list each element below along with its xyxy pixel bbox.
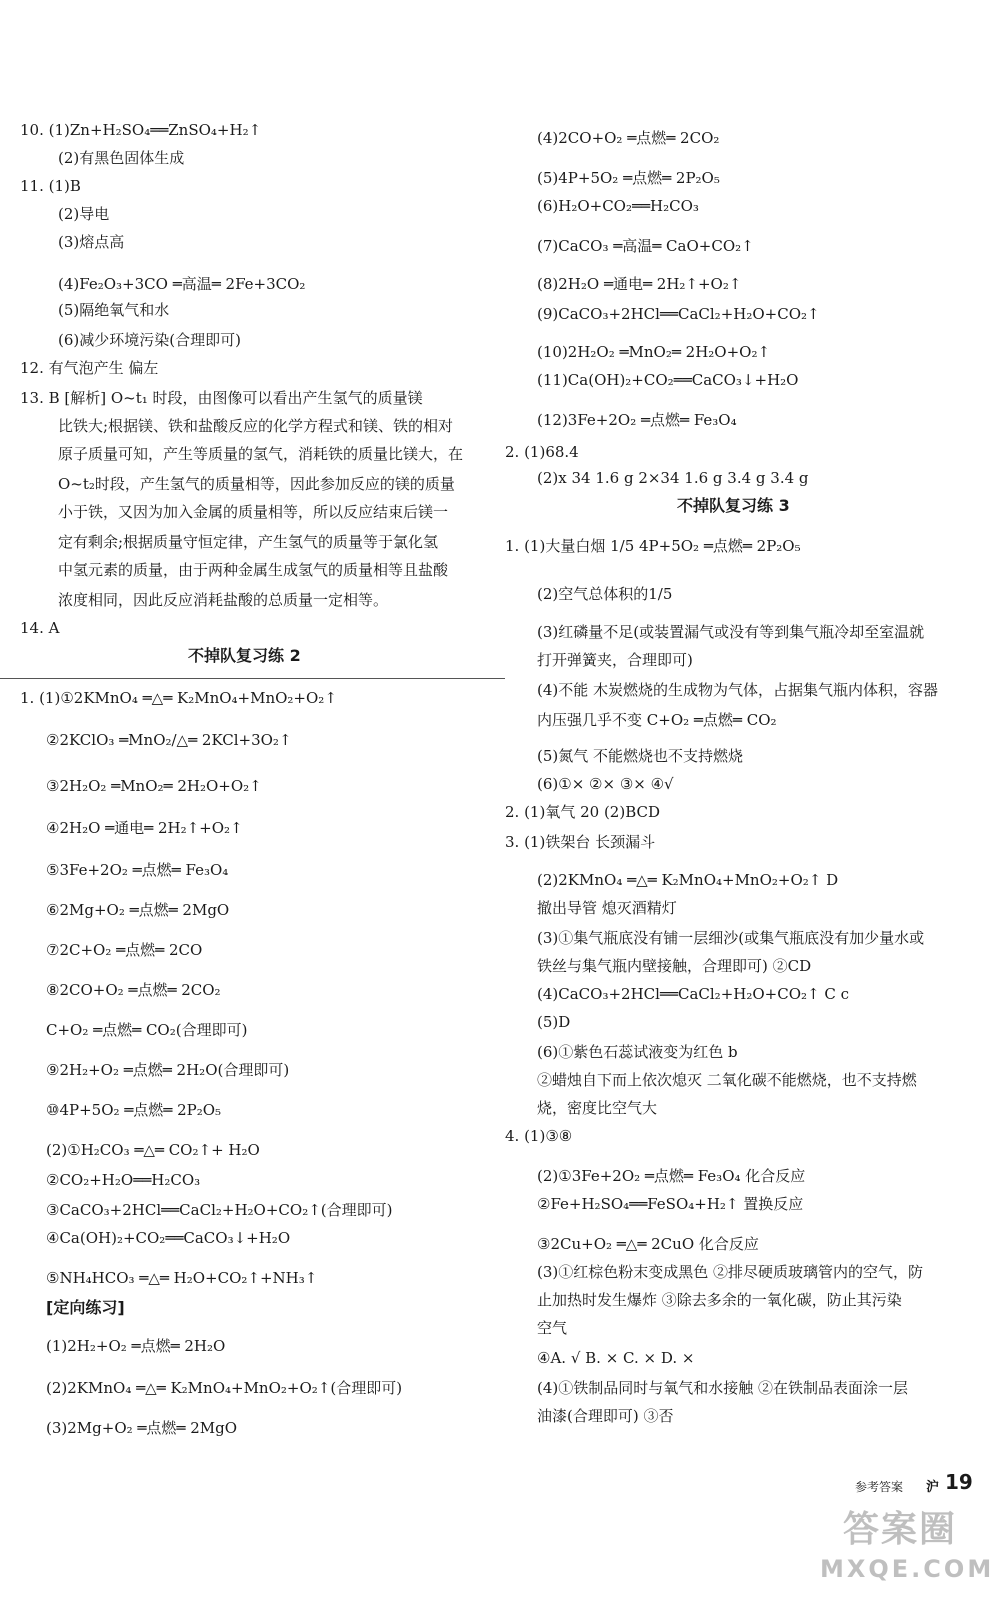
answer-line: ⑥2Mg+O₂ ═点燃═ 2MgO — [46, 901, 230, 919]
answer-line: 撤出导管 熄灭酒精灯 — [537, 899, 677, 917]
answer-line: (2)x 34 1.6 g 2×34 1.6 g 3.4 g 3.4 g — [537, 469, 809, 487]
answer-line: ⑨2H₂+O₂ ═点燃═ 2H₂O(合理即可) — [46, 1061, 290, 1079]
answer-line: ④2H₂O ═通电═ 2H₂↑+O₂↑ — [46, 819, 243, 837]
answer-line: ②2KClO₃ ═MnO₂/△═ 2KCl+3O₂↑ — [46, 731, 292, 749]
answer-line: (9)CaCO₃+2HCl══CaCl₂+H₂O+CO₂↑ — [537, 305, 820, 323]
watermark-text: 答案圈 — [842, 1509, 957, 1550]
answer-line: 打开弹簧夹，合理即可) — [537, 651, 693, 669]
answer-line: (2)①3Fe+2O₂ ═点燃═ Fe₃O₄ 化合反应 — [537, 1167, 806, 1185]
answer-line: 2. (1)68.4 — [505, 443, 579, 461]
answer-line: (2)①H₂CO₃ ═△═ CO₂↑+ H₂O — [46, 1141, 260, 1159]
answer-line: ⑤3Fe+2O₂ ═点燃═ Fe₃O₄ — [46, 861, 229, 879]
answer-line: (4)不能 木炭燃烧的生成物为气体，占据集气瓶内体积，容器 — [537, 681, 939, 699]
answer-line: (5)4P+5O₂ ═点燃═ 2P₂O₅ — [537, 169, 720, 187]
answer-line: 4. (1)③⑧ — [505, 1127, 573, 1145]
answer-line: O~t₂时段，产生氢气的质量相等，因此参加反应的镁的质量 — [58, 475, 455, 493]
answer-line: 11. (1)B — [20, 177, 81, 195]
answer-line: ⑧2CO+O₂ ═点燃═ 2CO₂ — [46, 981, 221, 999]
section-heading: [定向练习] — [46, 1298, 125, 1317]
answer-line: 内压强几乎不变 C+O₂ ═点燃═ CO₂ — [537, 711, 777, 729]
answer-line: 油漆(合理即可) ③否 — [537, 1407, 674, 1425]
answer-line: 1. (1)大量白烟 1/5 4P+5O₂ ═点燃═ 2P₂O₅ — [505, 537, 801, 555]
answer-line: 原子质量可知，产生等质量的氢气，消耗铁的质量比镁大，在 — [58, 445, 464, 463]
answer-line: (2)有黑色固体生成 — [58, 149, 185, 167]
answer-line: (2)空气总体积的1/5 — [537, 585, 673, 603]
answer-line: ③CaCO₃+2HCl══CaCl₂+H₂O+CO₂↑(合理即可) — [46, 1201, 393, 1219]
answer-line: ⑩4P+5O₂ ═点燃═ 2P₂O₅ — [46, 1101, 222, 1119]
answer-line: 中氢元素的质量，由于两种金属生成氢气的质量相等且盐酸 — [58, 561, 449, 579]
watermark-url: MXQE.COM — [820, 1555, 995, 1583]
answer-line: (10)2H₂O₂ ═MnO₂═ 2H₂O+O₂↑ — [537, 343, 771, 361]
footer-subject: 沪 — [926, 1480, 940, 1495]
answer-line: ②蜡烛自下而上依次熄灭 二氧化碳不能燃烧，也不支持燃 — [537, 1071, 917, 1089]
answer-line: (2)2KMnO₄ ═△═ K₂MnO₄+MnO₂+O₂↑(合理即可) — [46, 1379, 403, 1397]
answer-line: ②CO₂+H₂O══H₂CO₃ — [46, 1171, 201, 1189]
answer-line: 14. A — [20, 619, 60, 637]
answer-line: (2)导电 — [58, 205, 110, 223]
answer-line: 1. (1)①2KMnO₄ ═△═ K₂MnO₄+MnO₂+O₂↑ — [20, 689, 337, 707]
answer-line: (6)H₂O+CO₂══H₂CO₃ — [537, 197, 699, 215]
answer-line: 浓度相同，因此反应消耗盐酸的总质量一定相等。 — [58, 591, 389, 609]
answer-line: 12. 有气泡产生 偏左 — [20, 359, 159, 377]
answer-line: (3)2Mg+O₂ ═点燃═ 2MgO — [46, 1419, 238, 1437]
answer-line: 止加热时发生爆炸 ③除去多余的一氧化碳，防止其污染 — [537, 1291, 902, 1309]
answer-line: 空气 — [537, 1319, 568, 1337]
answer-line: (3)红磷量不足(或装置漏气或没有等到集气瓶冷却至室温就 — [537, 623, 925, 641]
answer-line: (2)2KMnO₄ ═△═ K₂MnO₄+MnO₂+O₂↑ D — [537, 871, 839, 889]
answer-line: 比铁大;根据镁、铁和盐酸反应的化学方程式和镁、铁的相对 — [58, 417, 454, 435]
answer-line: (3)①红棕色粉末变成黑色 ②排尽硬质玻璃管内的空气，防 — [537, 1263, 924, 1281]
answer-line: (3)熔点高 — [58, 233, 125, 251]
answer-line: (4)2CO+O₂ ═点燃═ 2CO₂ — [537, 129, 720, 147]
answer-line: 铁丝与集气瓶内壁接触，合理即可) ②CD — [537, 957, 812, 975]
answer-line: (5)隔绝氧气和水 — [58, 301, 170, 319]
answer-line: ④Ca(OH)₂+CO₂══CaCO₃↓+H₂O — [46, 1229, 291, 1247]
answer-line: (5)氮气 不能燃烧也不支持燃烧 — [537, 747, 744, 765]
answer-line: (1)2H₂+O₂ ═点燃═ 2H₂O — [46, 1337, 226, 1355]
answer-line: 2. (1)氧气 20 (2)BCD — [505, 803, 661, 821]
answer-line: 13. B [解析] O~t₁ 时段，由图像可以看出产生氢气的质量镁 — [20, 389, 423, 407]
answer-line: 定有剩余;根据质量守恒定律，产生氢气的质量等于氯化氢 — [58, 533, 439, 551]
answer-line: (6)减少环境污染(合理即可) — [58, 331, 241, 349]
answer-line: ③2Cu+O₂ ═△═ 2CuO 化合反应 — [537, 1235, 759, 1253]
answer-line: (11)Ca(OH)₂+CO₂══CaCO₃↓+H₂O — [537, 371, 799, 389]
watermark — [820, 1508, 995, 1598]
answer-line: (6)①紫色石蕊试液变为红色 b — [537, 1043, 738, 1061]
answer-line: (7)CaCO₃ ═高温═ CaO+CO₂↑ — [537, 237, 754, 255]
section-heading: 不掉队复习练 3 — [677, 496, 790, 515]
answer-line: (6)①× ②× ③× ④√ — [537, 775, 674, 793]
answer-line: 10. (1)Zn+H₂SO₄══ZnSO₄+H₂↑ — [20, 121, 262, 139]
answer-line: (4)CaCO₃+2HCl══CaCl₂+H₂O+CO₂↑ C c — [537, 985, 849, 1003]
answer-line: (5)D — [537, 1013, 571, 1031]
answer-line: C+O₂ ═点燃═ CO₂(合理即可) — [46, 1021, 248, 1039]
answer-line: (4)①铁制品同时与氧气和水接触 ②在铁制品表面涂一层 — [537, 1379, 909, 1397]
answer-line: ②Fe+H₂SO₄══FeSO₄+H₂↑ 置换反应 — [537, 1195, 804, 1213]
section-divider — [0, 678, 505, 679]
answer-line: (3)①集气瓶底没有铺一层细沙(或集气瓶底没有加少量水或 — [537, 929, 925, 947]
answer-line: 3. (1)铁架台 长颈漏斗 — [505, 833, 656, 851]
answer-line: 小于铁，又因为加入金属的质量相等，所以反应结束后镁一 — [58, 503, 449, 521]
answer-line: ⑦2C+O₂ ═点燃═ 2CO — [46, 941, 203, 959]
answer-line: (8)2H₂O ═通电═ 2H₂↑+O₂↑ — [537, 275, 742, 293]
answer-line: (12)3Fe+2O₂ ═点燃═ Fe₃O₄ — [537, 411, 737, 429]
footer-label: 参考答案 — [855, 1480, 904, 1494]
page-number: 19 — [945, 1470, 973, 1494]
answer-line: ③2H₂O₂ ═MnO₂═ 2H₂O+O₂↑ — [46, 777, 262, 795]
answer-line: 烧，密度比空气大 — [537, 1099, 658, 1117]
answer-line: (4)Fe₂O₃+3CO ═高温═ 2Fe+3CO₂ — [58, 275, 306, 293]
answer-line: ④A. √ B. × C. × D. × — [537, 1349, 695, 1367]
answer-line: ⑤NH₄HCO₃ ═△═ H₂O+CO₂↑+NH₃↑ — [46, 1269, 318, 1287]
section-heading: 不掉队复习练 2 — [188, 646, 301, 665]
